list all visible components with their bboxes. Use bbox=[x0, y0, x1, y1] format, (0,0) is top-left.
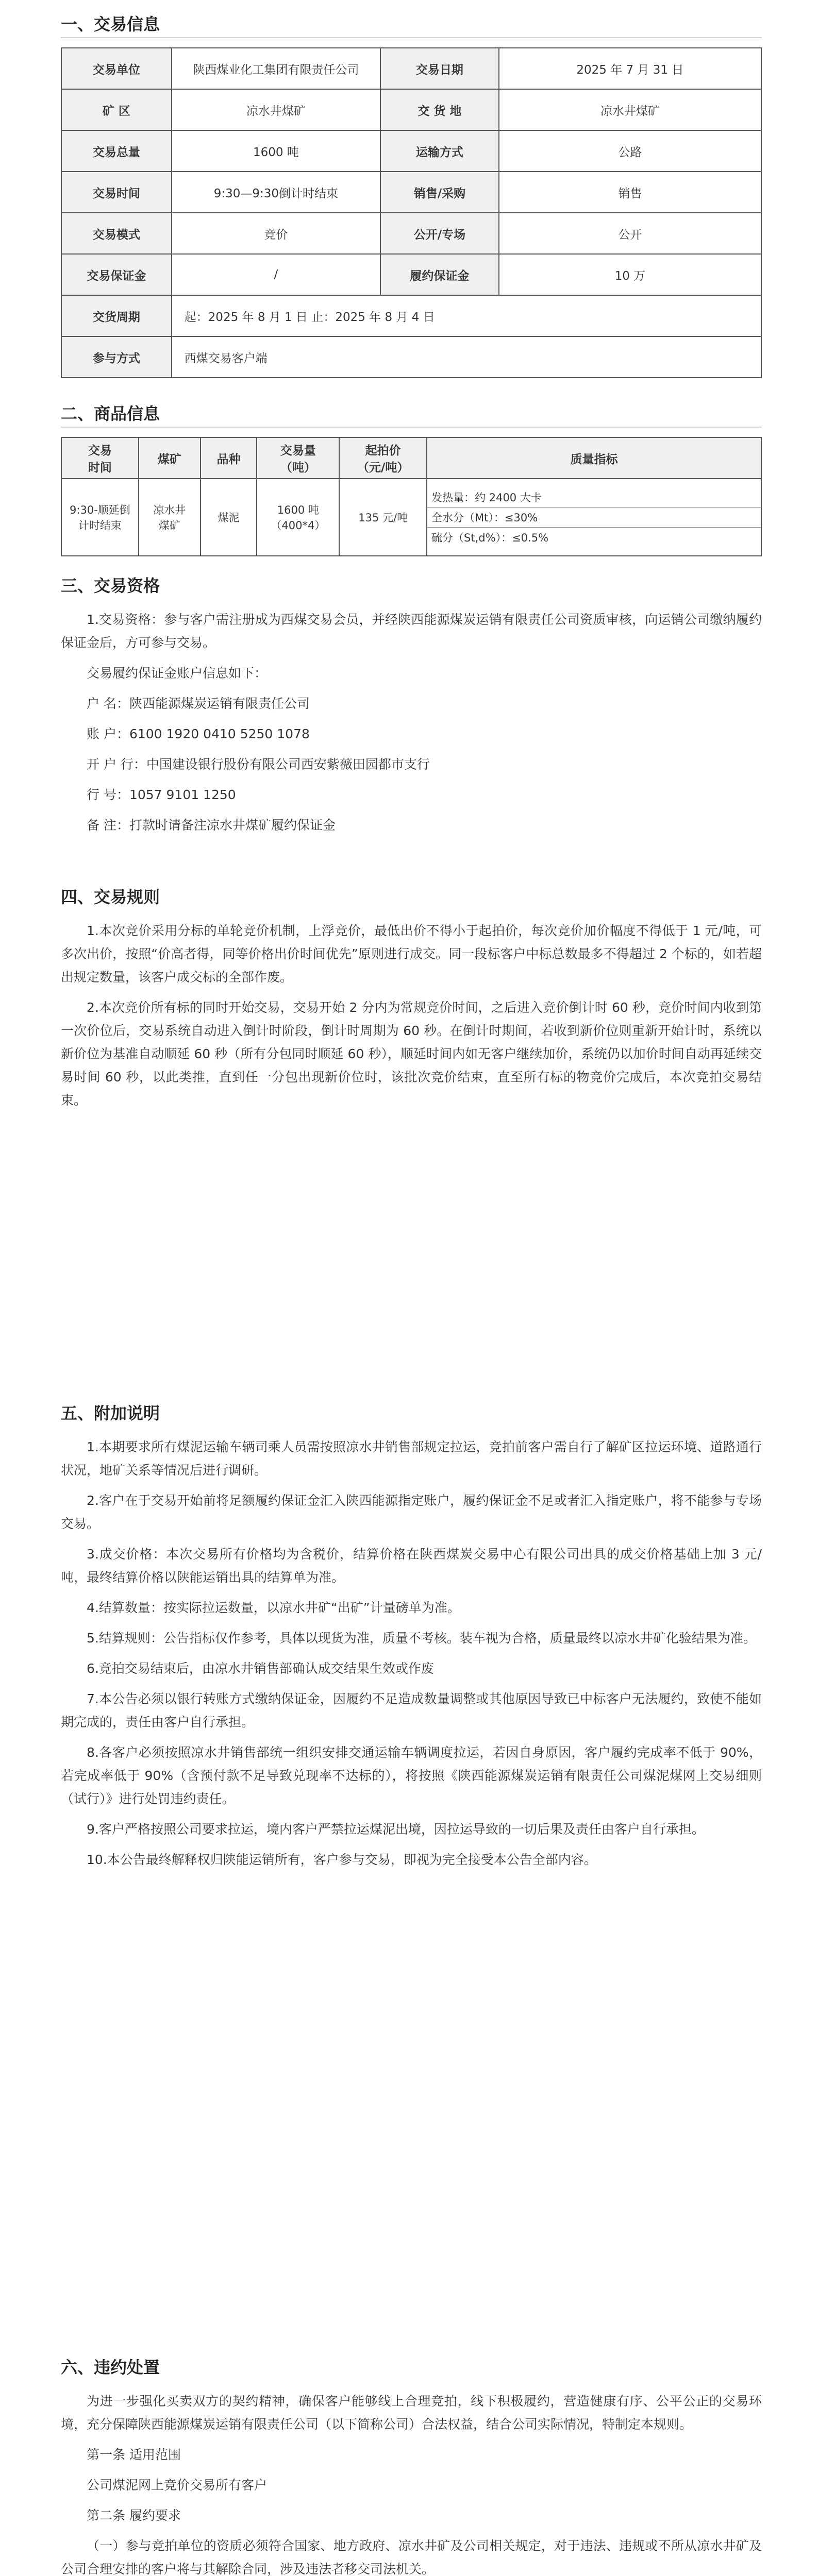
quality-indicators: 发热量：约 2400 大卡 全水分（Mt）：≤30% 硫分（St,d%）：≤0.5% bbox=[427, 479, 761, 556]
qualification-text: 1.交易资格：参与客户需注册成为西煤交易会员，并经陕西能源煤炭运销有限责任公司资质审核，向运销公司缴纳履约保证金后，方可参与交易。 交易履约保证金账户信息如下： 户 名：陕西能源煤炭运销有限责任公司 账 户：6100 1920 0410 5250 1078 开 户 行：中国建设银行股份有限公司西安紫薇田园都市支行 行 号：1057 9101 1250 备 注：打款时请备注凉水井煤矿履约保证金 bbox=[61, 612, 762, 833]
rules-text: 1.本次竞价采用分标的单轮竞价机制，上浮竞价，最低出价不得小于起拍价，每次竞价加价幅度不得低于 1 元/吨，可多次出价，按照“价高者得，同等价格出价时间优先”原则进行成交。同一段标客户中标总数最多不得超过 2 个标的，如若超出规定数量，该客户成交标的全部作废。 2.本次竞价所有标的同时开始交易，交易开始 2 分内为常规竞价时间，之后进入竞价倒计时 60 秒，竞价时间内收到第一次价位后，交易系统自动进入倒计时阶段，倒计时周期为 60 秒。在倒计时期间，若收到新价位则重新开始计时，系统以新价位为基准自动顺延 60 秒（所有分包同时顺延 60 秒），顺延时间内如无客户继续加价，系统仍以加价时间自动再延续交易时间 60 秒，以此类推，直到任一分包出现新价位时，该批次竞价结束，直至所有标的物竞价完成后，本次竞拍交易结束。 bbox=[61, 923, 762, 1108]
goods-table bbox=[61, 437, 762, 556]
section-title-rules: 四、交易规则 bbox=[61, 887, 160, 907]
table-row: 交易保证金 / 履约保证金 10 万 bbox=[61, 254, 761, 295]
table-row: 交易单位 陕西煤业化工集团有限责任公司 交易日期 2025 年 7 月 31 日 bbox=[61, 48, 761, 89]
breach-text: 为进一步强化买卖双方的契约精神，确保客户能够线上合理竞拍，线下积极履约，营造健康有序、公平公正的交易环境，充分保障陕西能源煤炭运销有限责任公司（以下简称公司）合法权益，结合公司实际情况，特制定本规则。 第一条 适用范围 公司煤泥网上竞价交易所有客户 第二条 履约要求 （一）参与竞拍单位的资质必须符合国家、地方政府、凉水井矿及公司相关规定，对于违法、违规或不所从凉水井矿及公司合理安排的客户将与其解除合同，涉及违法者移交司法机关。 bbox=[61, 2394, 762, 2576]
section-title-breach: 六、违约处置 bbox=[61, 2358, 160, 2377]
section-title-goods-info: 二、商品信息 bbox=[61, 404, 160, 423]
table-row: 9:30-顺延倒计时结束 凉水井 煤矿 煤泥 1600 吨 （400*4） 135 元/吨 发热量：约 2400 大卡 全水分（Mt）：≤30% 硫分（St,d%）：≤0.5% bbox=[61, 479, 761, 556]
table-row: 交易总量 1600 吨 运输方式 公路 bbox=[61, 130, 761, 172]
table-header-row: 交易 时间 煤矿 品种 交易量 （吨） 起拍价 （元/吨） 质量指标 bbox=[61, 437, 761, 479]
trade-info-table bbox=[61, 47, 762, 378]
table-row: 矿 区 凉水井煤矿 交 货 地 凉水井煤矿 bbox=[61, 89, 761, 130]
table-row: 交易模式 竞价 公开/专场 公开 bbox=[61, 213, 761, 254]
table-row: 交货周期 起：2025 年 8 月 1 日 止：2025 年 8 月 4 日 bbox=[61, 295, 761, 336]
section-title-additional: 五、附加说明 bbox=[61, 1403, 160, 1423]
section-title-qualification: 三、交易资格 bbox=[61, 576, 160, 596]
additional-text: 1.本期要求所有煤泥运输车辆司乘人员需按照凉水井销售部规定拉运，竞拍前客户需自行了解矿区拉运环境、道路通行状况，地矿关系等情况后进行调研。 2.客户在于交易开始前将足额履约保证金汇入陕西能源指定账户，履约保证金不足或者汇入指定账户，将不能参与专场交易。 3.成交价格：本次交易所有价格均为含税价，结算价格在陕西煤炭交易中心有限公司出具的成交价格基础上加 3 元/吨，最终结算价格以陕能运销出具的结算单为准。 4.结算数量：按实际拉运数量，以凉水井矿“出矿”计量磅单为准。 5.结算规则：公告指标仅作参考，具体以现货为准，质量不考核。装车视为合格，质量最终以凉水井矿化验结果为准。 6.竞拍交易结束后，由凉水井销售部确认成交结果生效或作废 7.本公告必须以银行转账方式缴纳保证金，因履约不足造成数量调整或其他原因导致已中标客户无法履约，致使不能如期完成的，责任由客户自行承担。 8.各客户必须按照凉水井销售部统一组织安排交通运输车辆调度拉运，若因自身原因，客户履约完成率不低于 90%，若完成率低于 90%（含预付款不足导致兑现率不达标的），将按照《陕西能源煤炭运销有限责任公司煤泥煤网上交易细则（试行）》进行处罚违约责任。 9.客户严格按照公司要求拉运，境内客户严禁拉运煤泥出境，因拉运导致的一切后果及责任由客户自行承担。 10.本公告最终解释权归陕能运销所有，客户参与交易，即视为完全接受本公告全部内容。 bbox=[61, 1439, 762, 1867]
section-divider bbox=[61, 427, 762, 428]
section-title-trade-info: 一、交易信息 bbox=[61, 14, 160, 34]
table-row: 参与方式 西煤交易客户端 bbox=[61, 336, 761, 378]
table-row: 交易时间 9:30—9:30倒计时结束 销售/采购 销售 bbox=[61, 172, 761, 213]
section-divider bbox=[61, 37, 762, 38]
